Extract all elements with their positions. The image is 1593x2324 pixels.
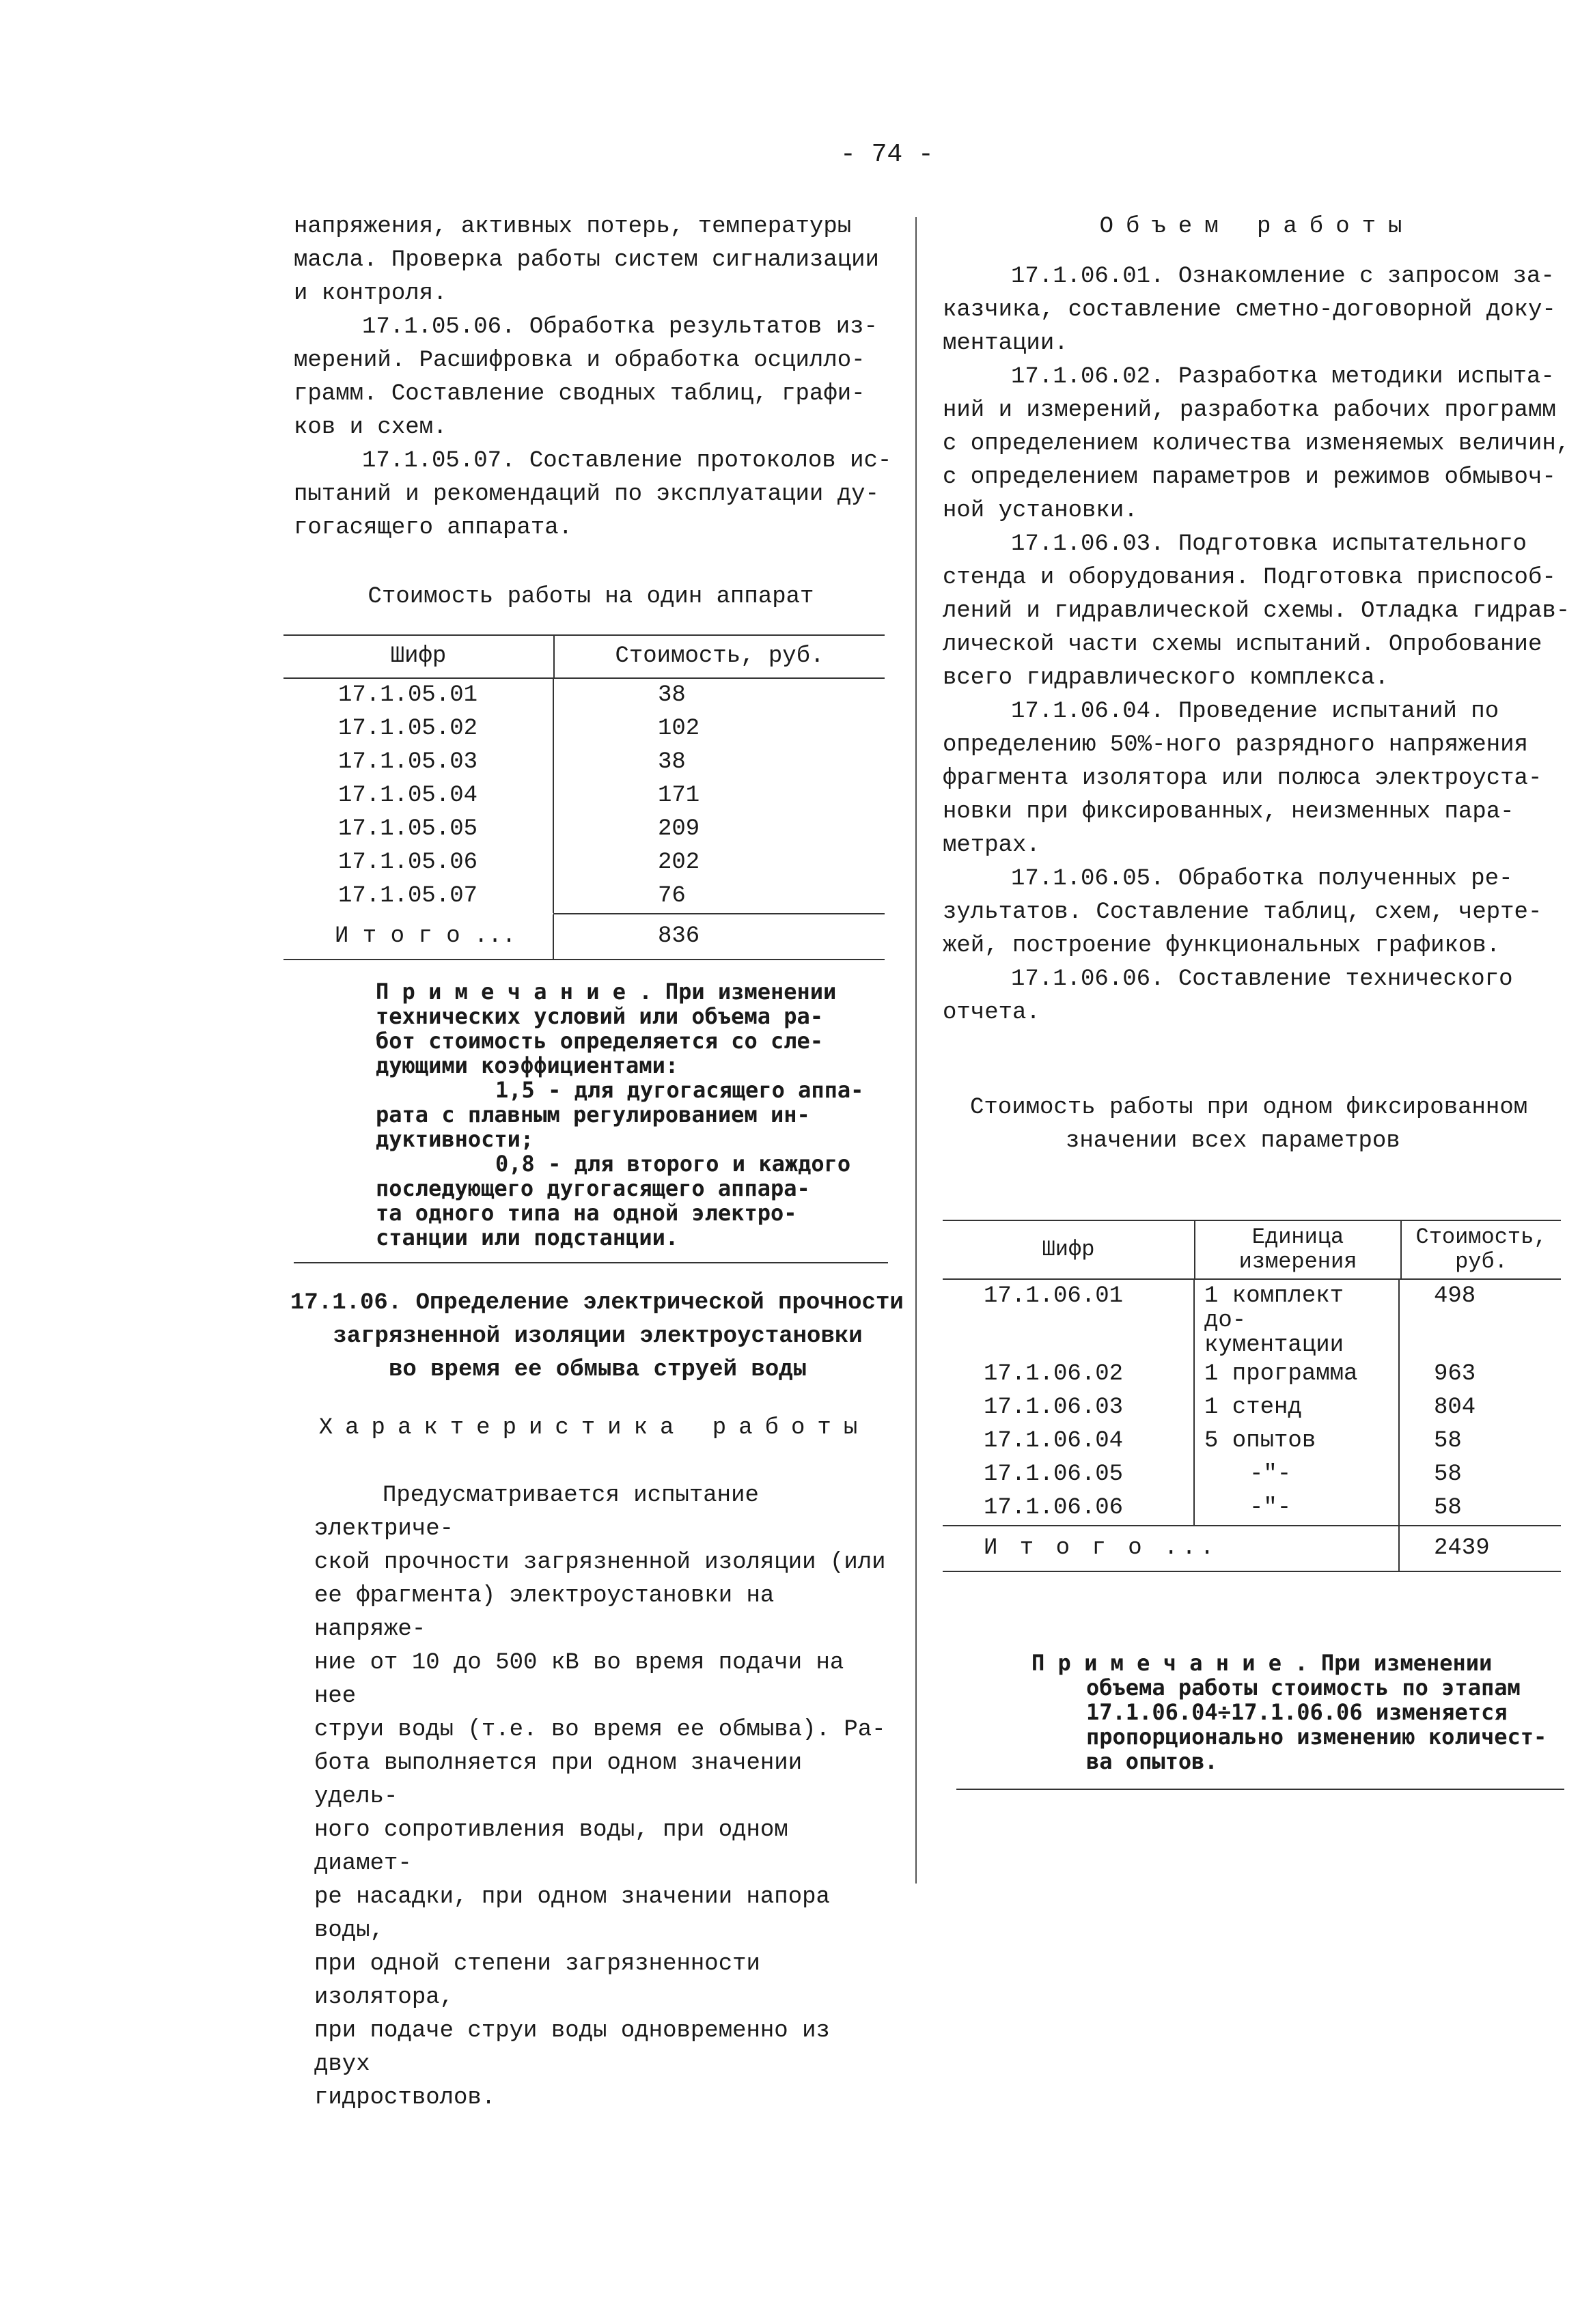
text-line: мерений. Расшифровка и обработка осцилло-	[294, 348, 865, 374]
total-cost: 2439	[1399, 1526, 1561, 1571]
text-line: 17.1.06.06. Составление технического	[1011, 966, 1513, 992]
text-line: стенда и оборудования. Подготовка приспособ-	[943, 565, 1556, 591]
row-code: 17.1.06.02	[943, 1358, 1194, 1391]
cost-table-2	[943, 1220, 1561, 1572]
row-code: 17.1.05.02	[283, 712, 553, 746]
note-line: 17.1.06.04÷17.1.06.06 изменяется	[1086, 1699, 1508, 1725]
text-line: ного сопротивления воды, при одном диамет-	[314, 1817, 788, 1877]
table-row	[283, 846, 885, 880]
table-row	[943, 1280, 1561, 1358]
table-row	[283, 712, 885, 746]
row-code: 17.1.05.07	[283, 880, 553, 913]
left-column	[290, 210, 904, 2115]
row-cost: 76	[658, 883, 686, 909]
note-line: 1,5 - для дугогасящего аппа-	[495, 1077, 864, 1103]
paragraph-17-1-06-06	[943, 963, 1571, 1030]
row-code: 17.1.06.06	[943, 1492, 1194, 1525]
table-total-row	[943, 1526, 1561, 1571]
text-line: гидростволов.	[314, 2085, 496, 2111]
text-line: 17.1.06.04. Проведение испытаний по	[1011, 699, 1499, 725]
row-code: 17.1.05.03	[283, 746, 553, 779]
row-unit: 5 опытов	[1194, 1425, 1399, 1458]
row-cost: 209	[658, 816, 700, 842]
text-line: ний и измерений, разработка рабочих программ	[943, 397, 1556, 423]
characteristic-heading: Характеристика работы	[318, 1415, 870, 1441]
table2-title	[943, 1091, 1571, 1158]
text-line: новки при фиксированных, неизменных пара-	[943, 799, 1514, 825]
text-line: измерения	[1238, 1249, 1357, 1274]
total-label: И т о г о ...	[984, 1535, 1219, 1561]
note-line: пропорционально изменению количест-	[1086, 1724, 1547, 1750]
cost-table-1	[283, 634, 885, 960]
note-line: ва опытов.	[1086, 1748, 1218, 1774]
text-line: во время ее обмыва струей воды	[388, 1357, 807, 1383]
row-cost: 58	[1434, 1461, 1462, 1487]
row-code: 17.1.05.05	[283, 813, 553, 846]
note-line: рата с плавным регулированием ин-	[376, 1102, 810, 1128]
text-line: зультатов. Составление таблиц, схем, черте-	[943, 899, 1542, 925]
table-row	[943, 1358, 1561, 1391]
row-code: 17.1.05.01	[283, 679, 553, 712]
text-line: ее фрагмента) электроустановки на напряже-	[314, 1583, 775, 1642]
row-cost: 38	[658, 749, 686, 775]
text-line: струи воды (т.е. во время ее обмыва). Ра-	[314, 1717, 886, 1743]
note-line: П р и м е ч а н и е . При изменении	[1031, 1650, 1493, 1676]
column-header-code: Шифр	[943, 1221, 1195, 1278]
paragraph-17-1-06-04	[943, 695, 1571, 863]
page-number: - 74 -	[840, 140, 934, 169]
table-total-row	[283, 914, 885, 959]
row-unit	[1194, 1280, 1399, 1358]
text-line: 17.1.06.02. Разработка методики испыта-	[1011, 364, 1555, 390]
table-row	[943, 1458, 1561, 1492]
row-code: 17.1.06.01	[943, 1280, 1194, 1358]
note-line: последующего дугогасящего аппара-	[376, 1175, 810, 1201]
volume-heading: Объем работы	[1099, 214, 1415, 240]
text-line: 17.1.05.06. Обработка результатов из-	[362, 314, 878, 340]
column-header-code: Шифр	[283, 636, 554, 677]
column-header-unit	[1195, 1221, 1401, 1278]
column-header-cost	[1401, 1221, 1561, 1278]
text-line: грамм. Составление сводных таблиц, графи-	[294, 381, 865, 407]
table-row	[283, 880, 885, 913]
row-unit: 1 программа	[1194, 1358, 1399, 1391]
row-cost: 202	[658, 850, 700, 876]
table-row	[283, 679, 885, 712]
table-row	[943, 1492, 1561, 1525]
text-line: ков и схем.	[294, 415, 447, 440]
text-line: всего гидравлического комплекса.	[943, 665, 1389, 691]
text-line: с определением параметров и режимов обмывоч-	[943, 464, 1556, 490]
table-header	[943, 1221, 1561, 1278]
intro-paragraph	[294, 210, 895, 311]
note-line: дуктивности;	[376, 1126, 534, 1152]
text-line: при одной степени загрязненности изолятора,	[314, 1951, 760, 2011]
row-code: 17.1.05.06	[283, 846, 553, 880]
paragraph-17-1-05-06	[294, 311, 895, 445]
text-line: значении всех параметров	[1066, 1128, 1400, 1154]
row-cost: 58	[1434, 1428, 1462, 1454]
table-row	[943, 1391, 1561, 1425]
table-row	[283, 746, 885, 779]
text-line: Стоимость работы при одном фиксированном	[970, 1095, 1528, 1121]
note-line: объема работы стоимость по этапам	[1086, 1675, 1521, 1700]
row-code: 17.1.06.05	[943, 1458, 1194, 1492]
text-line: ной установки.	[943, 498, 1138, 524]
row-unit: -"-	[1194, 1458, 1399, 1492]
text-line: кументации	[1204, 1332, 1344, 1358]
paragraph-17-1-05-07	[294, 445, 895, 545]
text-line: 1 комплект до-	[1204, 1283, 1344, 1334]
paragraph-17-1-06-03	[943, 528, 1571, 695]
paragraph-17-1-06-02	[943, 361, 1571, 528]
row-cost: 171	[658, 783, 700, 809]
table1-body	[283, 679, 885, 913]
text-line: жей, построение функциональных графиков.	[943, 933, 1501, 959]
row-code: 17.1.06.03	[943, 1391, 1194, 1425]
row-code: 17.1.05.04	[283, 779, 553, 813]
text-line: Предусматривается испытание электриче-	[314, 1483, 759, 1542]
note-line: станции или подстанции.	[376, 1224, 679, 1250]
table-row	[943, 1425, 1561, 1458]
characteristic-paragraph	[314, 1479, 895, 2115]
text-line: ментации.	[943, 331, 1068, 356]
text-line: ской прочности загрязненной изоляции (или	[314, 1550, 886, 1576]
note-block-1	[376, 979, 881, 1250]
note-line: П р и м е ч а н и е . При изменении	[376, 979, 837, 1005]
text-line: гогасящего аппарата.	[294, 515, 573, 541]
text-line: 17.1.06. Определение электрической прочности	[290, 1290, 904, 1316]
table-row	[283, 779, 885, 813]
note-line: 0,8 - для второго и каждого	[495, 1151, 851, 1177]
row-unit: -"-	[1194, 1492, 1399, 1525]
text-line: масла. Проверка работы систем сигнализации	[294, 247, 879, 273]
note-line: та одного типа на одной электро-	[376, 1200, 797, 1226]
text-line: 17.1.06.01. Ознакомление с запросом за-	[1011, 264, 1555, 290]
text-line: фрагмента изолятора или полюса электроуста-	[943, 766, 1542, 792]
paragraph-17-1-06-01	[943, 260, 1571, 361]
text-line: определению 50%-ного разрядного напряжения	[943, 732, 1528, 758]
text-line: ре насадки, при одном значении напора воды,	[314, 1884, 830, 1944]
text-line: руб.	[1455, 1249, 1508, 1274]
table1-title: Стоимость работы на один аппарат	[368, 584, 814, 610]
text-line: Единица	[1251, 1224, 1344, 1250]
row-cost: 38	[658, 682, 686, 708]
text-line: напряжения, активных потерь, температуры	[294, 214, 852, 240]
text-line: 17.1.06.03. Подготовка испытательного	[1011, 531, 1527, 557]
row-cost: 498	[1434, 1283, 1476, 1309]
text-line: ние от 10 до 500 кВ во время подачи на нее	[314, 1650, 844, 1709]
row-unit: 1 стенд	[1194, 1391, 1399, 1425]
text-line: казчика, составление сметно-договорной доку-	[943, 297, 1556, 323]
right-column	[943, 210, 1571, 1790]
text-line: и контроля.	[294, 281, 447, 307]
text-line: 17.1.05.07. Составление протоколов ис-	[362, 448, 892, 474]
table2-body	[943, 1280, 1561, 1525]
column-divider	[915, 217, 917, 1884]
total-label: И т о г о ...	[335, 923, 516, 949]
text-line: бота выполняется при одном значении удель-	[314, 1750, 803, 1810]
note-line: технических условий или объема ра-	[376, 1003, 824, 1029]
total-cost: 836	[553, 914, 885, 959]
row-cost: 963	[1434, 1361, 1476, 1387]
note-block-2	[1031, 1651, 1564, 1774]
table-row	[283, 813, 885, 846]
note-line: бот стоимость определяется со сле-	[376, 1028, 824, 1054]
text-line: лической части схемы испытаний. Опробование	[943, 632, 1542, 658]
text-line: метрах.	[943, 832, 1040, 858]
text-line: 17.1.06.05. Обработка полученных ре-	[1011, 866, 1513, 892]
text-line: отчета.	[943, 1000, 1040, 1026]
row-cost: 102	[658, 716, 700, 742]
row-code: 17.1.06.04	[943, 1425, 1194, 1458]
note-line: дующими коэффициентами:	[376, 1052, 679, 1078]
text-line: при подаче струи воды одновременно из двух	[314, 2018, 830, 2077]
paragraph-17-1-06-05	[943, 863, 1571, 963]
section-heading-17-1-06	[290, 1287, 905, 1387]
row-cost: 804	[1434, 1395, 1476, 1420]
text-line: с определением количества изменяемых величин,	[943, 431, 1570, 457]
column-header-cost: Стоимость, руб.	[615, 643, 825, 669]
row-cost: 58	[1434, 1495, 1462, 1521]
text-line: загрязненной изоляции электроустановки	[333, 1324, 863, 1349]
text-line: пытаний и рекомендаций по эксплуатации ду-	[294, 481, 879, 507]
text-line: Стоимость,	[1415, 1224, 1547, 1250]
table-header	[283, 636, 885, 677]
text-line: лений и гидравлической схемы. Отладка гидрав-	[943, 598, 1570, 624]
